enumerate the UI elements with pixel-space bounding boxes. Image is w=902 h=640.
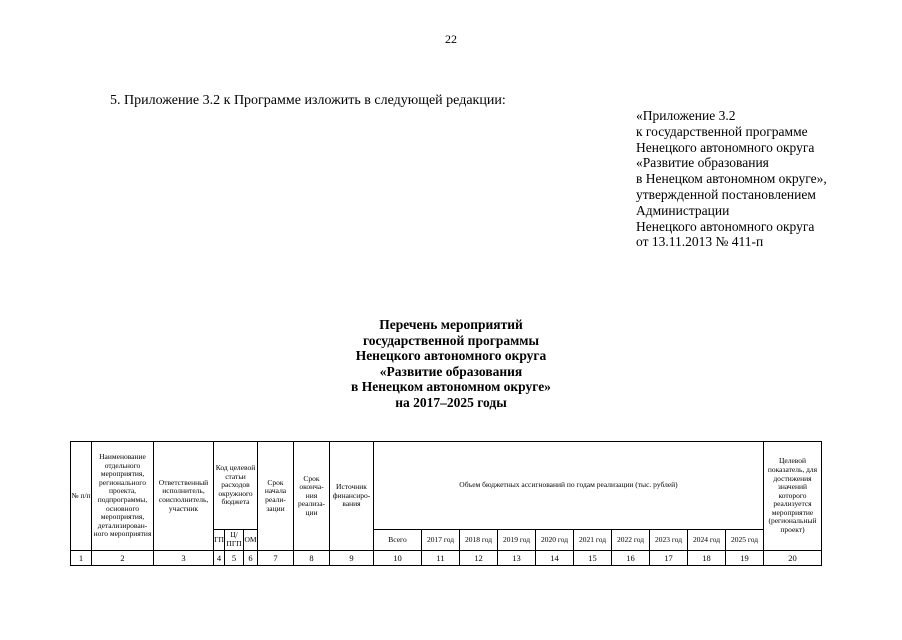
instruction-text: 5. Приложение 3.2 к Программе изложить в следующей редакции: (110, 93, 506, 108)
appendix-line: «Развитие образования (636, 155, 769, 171)
header-code-om: ОМ (244, 530, 258, 551)
title-line: государственной программы (362, 332, 540, 348)
header-year: 2019 год (498, 530, 536, 551)
appendix-line: «Приложение 3.2 (636, 108, 736, 123)
column-number: 18 (688, 551, 726, 566)
column-number: 8 (294, 551, 330, 566)
header-year: 2021 год (574, 530, 612, 551)
column-number: 4 (214, 551, 225, 566)
column-number: 3 (154, 551, 214, 566)
column-number: 6 (244, 551, 258, 566)
appendix-line: утвержденной постановлением (636, 186, 816, 202)
header-year: 2018 год (460, 530, 498, 551)
header-code-pgp: Ц/ ПГП (225, 530, 244, 551)
column-number: 10 (374, 551, 422, 566)
header-budget: Объем бюджетных ассигнований по годам реализации (тыс. рублей) (374, 442, 764, 530)
appendix-note (636, 108, 827, 250)
header-year: 2025 год (726, 530, 764, 551)
column-number: 13 (498, 551, 536, 566)
column-number: 5 (225, 551, 244, 566)
appendix-line: в Ненецком автономном округе», (636, 171, 827, 187)
document-title (0, 317, 902, 410)
column-number: 19 (726, 551, 764, 566)
appendix-line: Ненецкого автономного округа (636, 139, 815, 155)
appendix-line: к государственной программе (636, 123, 808, 139)
page-number: 22 (445, 32, 457, 46)
column-number: 12 (460, 551, 498, 566)
column-number: 9 (330, 551, 374, 566)
header-year: 2017 год (422, 530, 460, 551)
header-name: Наименование отдельного мероприятия, регионального проекта, подпрограммы, основного мероприятия, детализирован-ного мероприятия (92, 442, 154, 551)
column-number: 11 (422, 551, 460, 566)
title-line: на 2017–2025 годы (395, 394, 507, 410)
column-number: 14 (536, 551, 574, 566)
activities-table (70, 441, 822, 566)
header-total: Всего (374, 530, 422, 551)
column-number: 1 (71, 551, 92, 566)
appendix-line: Администрации (636, 202, 730, 218)
header-year: 2023 год (650, 530, 688, 551)
header-code-gp: ГП (214, 530, 225, 551)
column-number: 20 (764, 551, 822, 566)
header-responsible: Ответственный исполнитель, соисполнитель, участник (154, 442, 214, 551)
header-target: Целевой показатель, для достижения значений которого реализуется мероприятие (региональный проект) (764, 442, 822, 551)
appendix-line: от 13.11.2013 № 411-п (636, 234, 764, 250)
column-number-row (71, 551, 822, 566)
column-number: 16 (612, 551, 650, 566)
title-line: в Ненецком автономном округе» (351, 379, 551, 394)
title-line: Ненецкого автономного округа (355, 348, 547, 363)
appendix-line: Ненецкого автономного округа (636, 218, 815, 234)
header-num: № п/п (71, 442, 92, 551)
header-year: 2022 год (612, 530, 650, 551)
title-line: Перечень мероприятий (379, 317, 523, 332)
header-year: 2020 год (536, 530, 574, 551)
header-end: Срок оконча-ния реализа-ции (294, 442, 330, 551)
header-code: Код целевой статьи расходов окружного бюджета (214, 442, 258, 530)
column-number: 17 (650, 551, 688, 566)
header-year: 2024 год (688, 530, 726, 551)
column-number: 15 (574, 551, 612, 566)
column-number: 7 (258, 551, 294, 566)
table-header-row (71, 442, 822, 530)
header-start: Срок начала реали-зации (258, 442, 294, 551)
header-source: Источник финансиро-вания (330, 442, 374, 551)
title-line: «Развитие образования (379, 363, 523, 379)
column-number: 2 (92, 551, 154, 566)
